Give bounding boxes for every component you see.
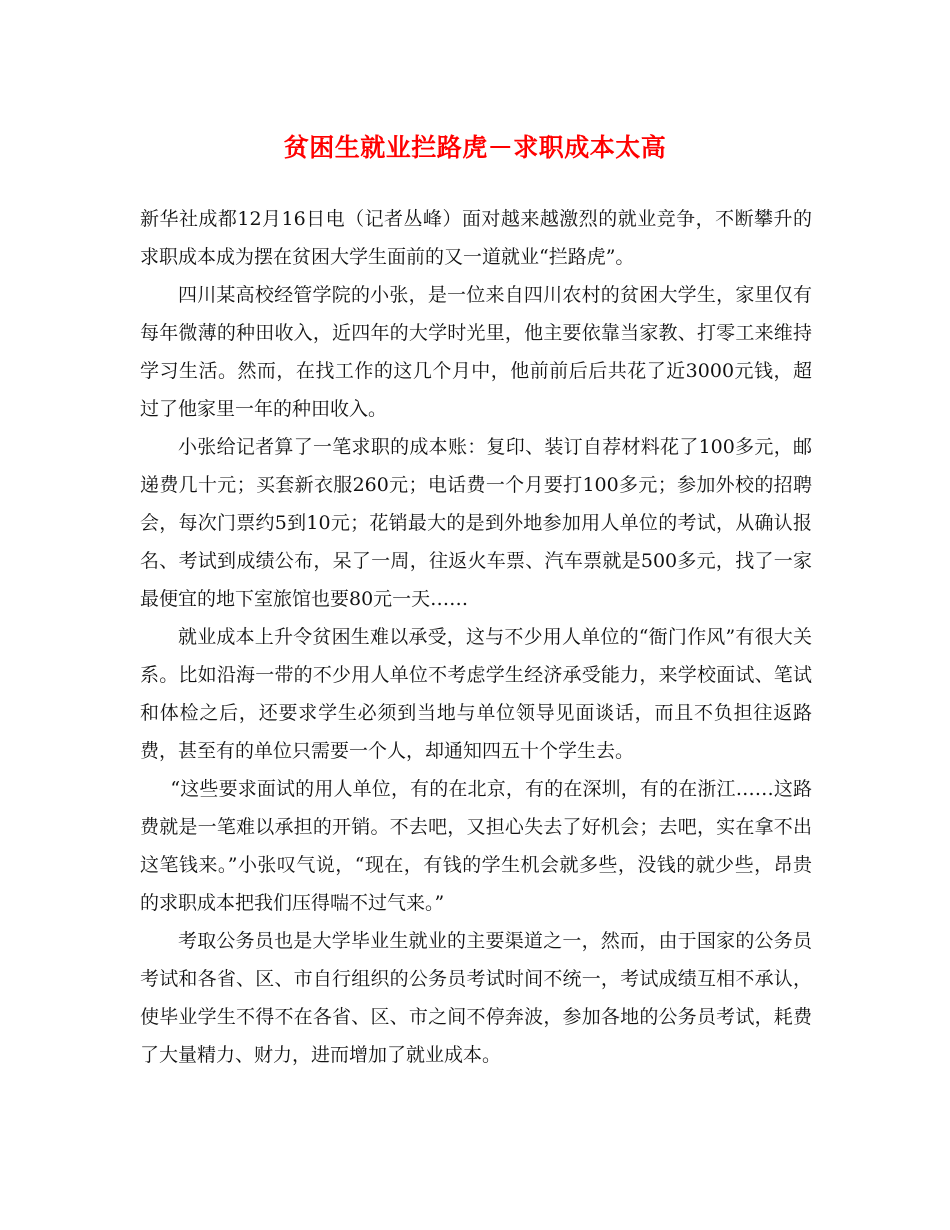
paragraph-quote: “这些要求面试的用人单位，有的在北京，有的在深圳，有的在浙江……这路费就是一笔难以承担的开销。不去吧，又担心失去了好机会；去吧，实在拿不出这笔钱来。”小张叹气说，“现在，有钱的学生机会就多些，没钱的就少些，昂贵的求职成本把我们压得喘不过气来。” [140,778,812,914]
paragraph-cost-breakdown: 小张给记者算了一笔求职的成本账：复印、装订自荐材料花了100多元，邮递费几十元；买套新衣服260元；电话费一个月要打100多元；参加外校的招聘会，每次门票约5到10元；花销最大的是到外地参加用人单位的考试，从确认报名、考试到成绩公布，呆了一周，往返火车票、汽车票就是500多元，找了一家最便宜的地下室旅馆也要80元一天…… [140,436,812,610]
paragraph-civil-service: 考取公务员也是大学毕业生就业的主要渠道之一，然而，由于国家的公务员考试和各省、区、市自行组织的公务员考试时间不统一，考试成绩互相不承认，使毕业学生不得不在各省、区、市之间不停奔波，参加各地的公务员考试，耗费了大量精力、财力，进而增加了就业成本。 [140,930,812,1066]
paragraph-xiaozhang-background: 四川某高校经管学院的小张，是一位来自四川农村的贫困大学生，家里仅有每年微薄的种田收入，近四年的大学时光里，他主要依靠当家教、打零工来维持学习生活。然而，在找工作的这几个月中，他前前后后共花了近3000元钱，超过了他家里一年的种田收入。 [140,284,812,420]
document-title: 贫困生就业拦路虎－求职成本太高 [283,133,667,162]
paragraph-employer-style: 就业成本上升令贫困生难以承受，这与不少用人单位的“衙门作风”有很大关系。比如沿海一带的不少用人单位不考虑学生经济承受能力，来学校面试、笔试和体检之后，还要求学生必须到当地与单位领导见面谈话，而且不负担往返路费，甚至有的单位只需要一个人，却通知四五十个学生去。 [140,626,812,762]
paragraph-lead: 新华社成都12月16日电（记者丛峰）面对越来越激烈的就业竞争，不断攀升的求职成本成为摆在贫困大学生面前的又一道就业“拦路虎”。 [140,208,812,268]
document-body [140,200,812,1074]
